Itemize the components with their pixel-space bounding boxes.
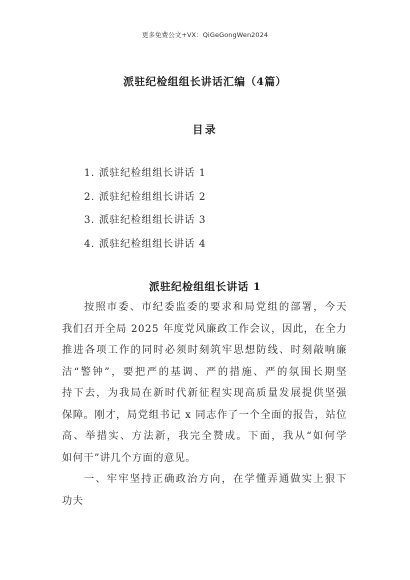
- body-line: 保障。刚才，局党组书记 x 同志作了一个全面的报告，站位: [62, 409, 347, 421]
- body-line: 如何干”讲几个方面的意见。: [62, 452, 197, 464]
- body-line: 按照市委、市纪委监委的要求和局党组的部署，今天: [84, 302, 347, 313]
- toc-item[interactable]: 4. 派驻纪检组组长讲话 4: [84, 238, 207, 250]
- body-line: 高、举措实、方法新，我完全赞成。下面，我从“如何学: [62, 431, 347, 442]
- document-title: 派驻纪检组组长讲话汇编（4篇）: [123, 76, 287, 88]
- toc-item[interactable]: 1. 派驻纪检组组长讲话 1: [84, 168, 207, 179]
- toc-list: [84, 162, 206, 256]
- section-body: [62, 297, 347, 512]
- body-line: 洁“警钟”，要把严的基调、严的措施、严的氛围长期坚: [62, 366, 347, 378]
- body-line: 推进各项工作的同时必须时刻筑牢思想防线、时刻敲响廉: [62, 345, 347, 356]
- toc-heading: 目录: [192, 124, 218, 136]
- body-line: 持下去，为我局在新时代新征程实现高质量发展提供坚强: [62, 388, 347, 399]
- body-line: 我们召开全局 2025 年度党风廉政工作会议，因此，在全力: [62, 323, 347, 335]
- body-line: 功夫: [62, 495, 84, 507]
- toc-item[interactable]: 2. 派驻纪检组组长讲话 2: [84, 191, 207, 203]
- body-line: 一、牢牢坚持正确政治方向，在学懂弄通做实上狠下: [84, 474, 347, 485]
- toc-item[interactable]: 3. 派驻纪检组组长讲话 3: [84, 215, 207, 226]
- header-note: 更多免费公文+VX：QiGeGongWen2024: [141, 31, 269, 39]
- section-title: 派驻纪检组组长讲话 1: [148, 281, 262, 293]
